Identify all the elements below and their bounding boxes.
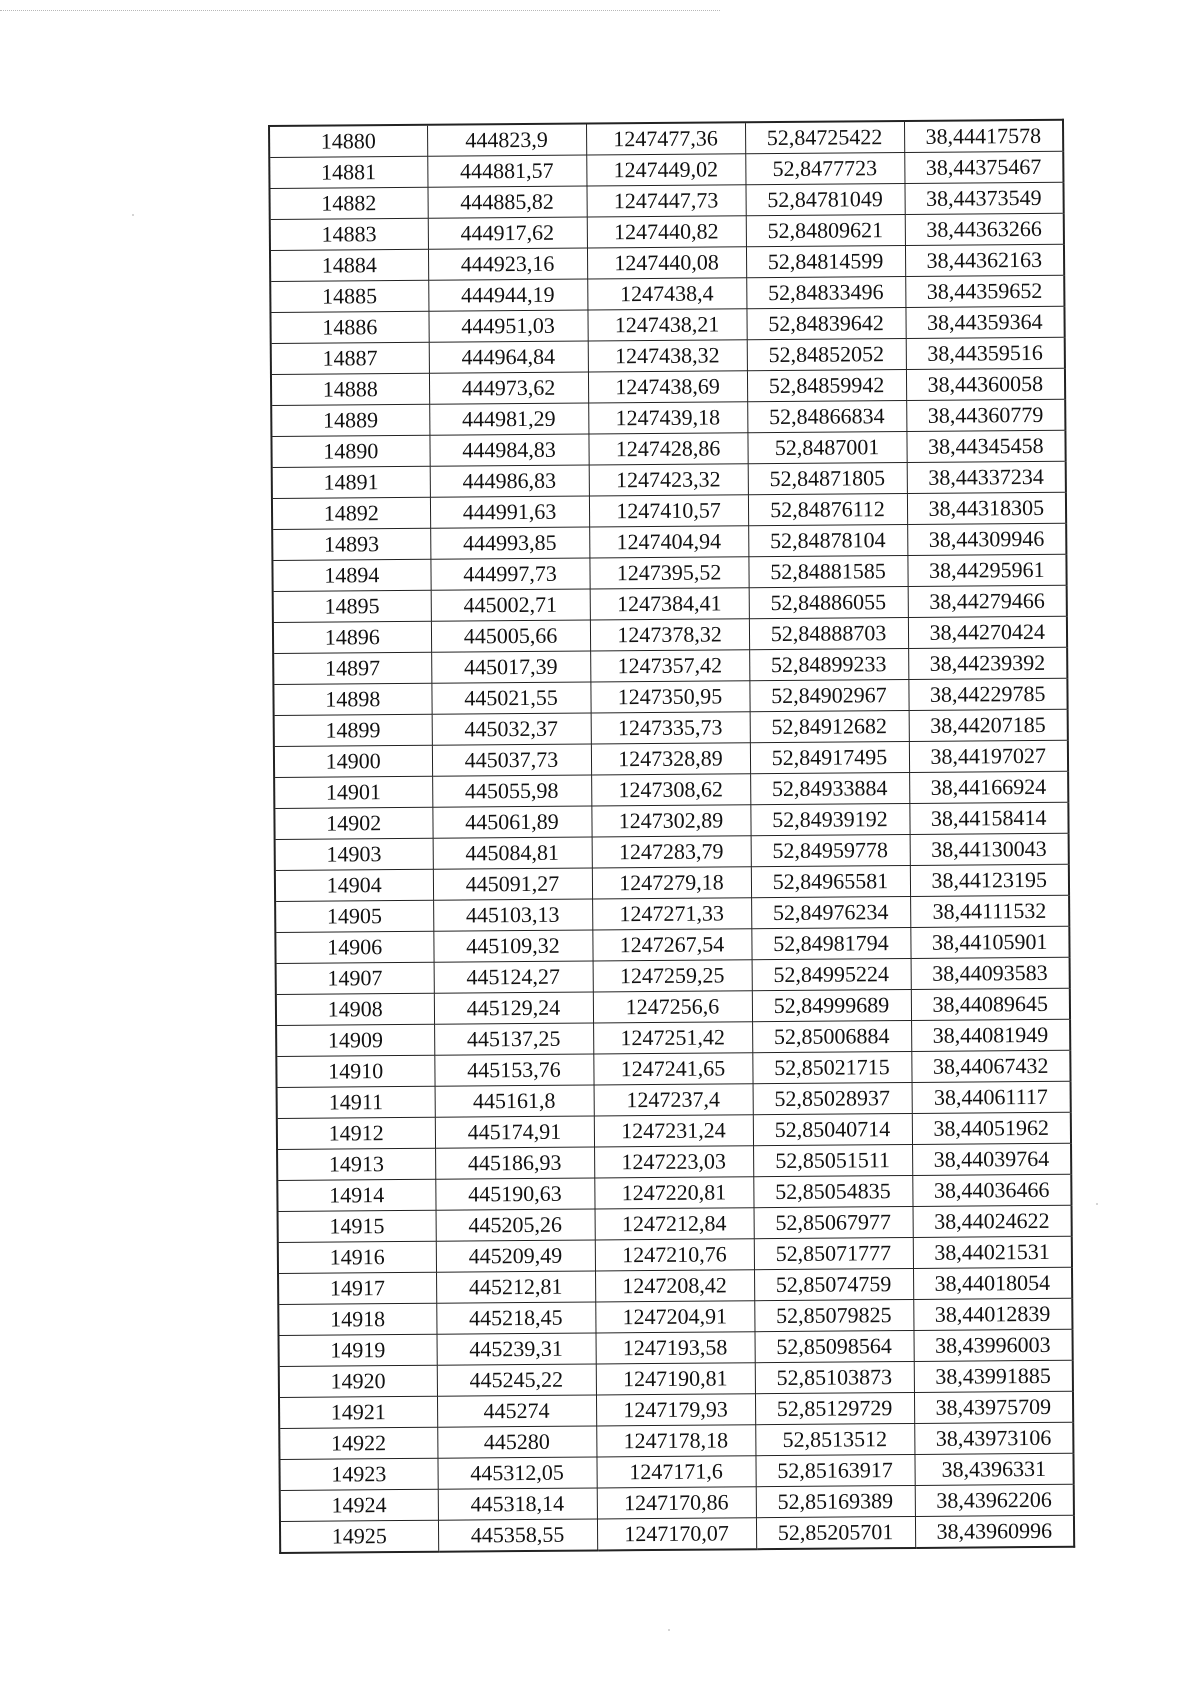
y-coordinate-cell: 1247241,65	[593, 1053, 752, 1085]
longitude-cell: 38,44295961	[907, 554, 1066, 586]
y-coordinate-cell: 1247447,73	[586, 185, 745, 217]
latitude-cell: 52,84866834	[747, 400, 906, 432]
y-coordinate-cell: 1247440,08	[587, 247, 746, 279]
x-coordinate-cell: 445021,55	[431, 682, 590, 714]
point-number-cell: 14909	[276, 1024, 434, 1056]
point-number-cell: 14906	[275, 931, 433, 963]
x-coordinate-cell: 445037,73	[432, 744, 591, 776]
x-coordinate-cell: 444951,03	[428, 310, 587, 342]
point-number-cell: 14925	[280, 1520, 438, 1553]
x-coordinate-cell: 445137,25	[434, 1023, 593, 1055]
x-coordinate-cell: 444944,19	[428, 279, 587, 311]
x-coordinate-cell: 445218,45	[436, 1302, 595, 1334]
latitude-cell: 52,85129729	[755, 1392, 914, 1424]
y-coordinate-cell: 1247302,89	[591, 805, 750, 837]
longitude-cell: 38,44239392	[908, 647, 1067, 679]
point-number-cell: 14886	[270, 311, 428, 343]
point-number-cell: 14904	[275, 869, 433, 901]
latitude-cell: 52,84886055	[749, 586, 908, 618]
y-coordinate-cell: 1247170,07	[597, 1518, 756, 1551]
longitude-cell: 38,44318305	[907, 492, 1066, 524]
point-number-cell: 14881	[269, 156, 427, 188]
y-coordinate-cell: 1247357,42	[590, 650, 749, 682]
latitude-cell: 52,84833496	[746, 277, 905, 309]
latitude-cell: 52,84902967	[749, 679, 908, 711]
point-number-cell: 14897	[273, 652, 431, 684]
point-number-cell: 14898	[273, 683, 431, 715]
x-coordinate-cell: 444881,57	[427, 155, 586, 187]
point-number-cell: 14905	[275, 900, 433, 932]
point-number-cell: 14899	[274, 714, 432, 746]
longitude-cell: 38,44360058	[906, 368, 1065, 400]
longitude-cell: 38,44158414	[909, 802, 1068, 834]
y-coordinate-cell: 1247438,32	[588, 340, 747, 372]
latitude-cell: 52,85074759	[754, 1268, 913, 1300]
longitude-cell: 38,44309946	[907, 523, 1066, 555]
x-coordinate-cell: 445005,66	[431, 620, 590, 652]
point-number-cell: 14901	[274, 776, 432, 808]
latitude-cell: 52,8487001	[747, 431, 906, 463]
x-coordinate-cell: 444981,29	[429, 403, 588, 435]
y-coordinate-cell: 1247223,03	[594, 1146, 753, 1178]
x-coordinate-cell: 444973,62	[429, 372, 588, 404]
latitude-cell: 52,84814599	[746, 246, 905, 278]
longitude-cell: 38,44279466	[908, 585, 1067, 617]
longitude-cell: 38,43960996	[915, 1515, 1074, 1548]
y-coordinate-cell: 1247178,18	[596, 1425, 755, 1457]
latitude-cell: 52,84965581	[751, 865, 910, 897]
latitude-cell: 52,84881585	[748, 555, 907, 587]
point-number-cell: 14916	[278, 1241, 436, 1273]
y-coordinate-cell: 1247438,69	[588, 371, 747, 403]
y-coordinate-cell: 1247335,73	[591, 712, 750, 744]
longitude-cell: 38,44360779	[906, 399, 1065, 431]
latitude-cell: 52,85098564	[754, 1330, 913, 1362]
x-coordinate-cell: 444986,83	[430, 465, 589, 497]
y-coordinate-cell: 1247384,41	[590, 588, 749, 620]
point-number-cell: 14894	[272, 559, 430, 591]
latitude-cell: 52,84839642	[746, 307, 905, 339]
y-coordinate-cell: 1247410,57	[589, 495, 748, 527]
point-number-cell: 14920	[279, 1365, 437, 1397]
y-coordinate-cell: 1247210,76	[595, 1239, 754, 1271]
longitude-cell: 38,44021531	[913, 1236, 1072, 1268]
longitude-cell: 38,44024622	[913, 1205, 1072, 1237]
point-number-cell: 14896	[273, 621, 431, 653]
longitude-cell: 38,44130043	[910, 833, 1069, 865]
latitude-cell: 52,84888703	[749, 617, 908, 649]
latitude-cell: 52,84933884	[750, 772, 909, 804]
latitude-cell: 52,84809621	[746, 215, 905, 247]
point-number-cell: 14908	[276, 993, 434, 1025]
latitude-cell: 52,85040714	[753, 1113, 912, 1145]
y-coordinate-cell: 1247328,89	[591, 743, 750, 775]
x-coordinate-cell: 444923,16	[428, 248, 587, 280]
latitude-cell: 52,84995224	[752, 958, 911, 990]
y-coordinate-cell: 1247171,6	[596, 1456, 755, 1488]
point-number-cell: 14887	[271, 342, 429, 374]
x-coordinate-cell: 445205,26	[436, 1209, 595, 1241]
longitude-cell: 38,44359364	[905, 306, 1064, 338]
point-number-cell: 14910	[276, 1055, 434, 1087]
point-number-cell: 14917	[278, 1272, 436, 1304]
longitude-cell: 38,44111532	[910, 895, 1069, 927]
x-coordinate-cell: 445153,76	[434, 1054, 593, 1086]
point-number-cell: 14893	[272, 528, 430, 560]
longitude-cell: 38,43996003	[913, 1329, 1072, 1361]
point-number-cell: 14913	[277, 1148, 435, 1180]
y-coordinate-cell: 1247438,21	[587, 309, 746, 341]
longitude-cell: 38,44093583	[911, 957, 1070, 989]
latitude-cell: 52,85006884	[752, 1020, 911, 1052]
y-coordinate-cell: 1247220,81	[594, 1177, 753, 1209]
point-number-cell: 14889	[271, 404, 429, 436]
x-coordinate-cell: 445055,98	[432, 775, 591, 807]
y-coordinate-cell: 1247204,91	[595, 1301, 754, 1333]
x-coordinate-cell: 445002,71	[431, 589, 590, 621]
point-number-cell: 14902	[274, 807, 432, 839]
longitude-cell: 38,4396331	[914, 1453, 1073, 1485]
latitude-cell: 52,85071777	[754, 1237, 913, 1269]
x-coordinate-cell: 445091,27	[433, 868, 592, 900]
x-coordinate-cell: 444993,85	[430, 527, 589, 559]
y-coordinate-cell: 1247395,52	[589, 557, 748, 589]
x-coordinate-cell: 445274	[437, 1395, 596, 1427]
x-coordinate-cell: 444997,73	[430, 558, 589, 590]
point-number-cell: 14880	[269, 125, 427, 158]
x-coordinate-cell: 445318,14	[438, 1488, 597, 1520]
y-coordinate-cell: 1247378,32	[590, 619, 749, 651]
latitude-cell: 52,84899233	[749, 648, 908, 680]
longitude-cell: 38,44207185	[909, 709, 1068, 741]
scan-speck	[1096, 1203, 1098, 1205]
longitude-cell: 38,44105901	[910, 926, 1069, 958]
point-number-cell: 14915	[278, 1210, 436, 1242]
longitude-cell: 38,43975709	[914, 1391, 1073, 1423]
latitude-cell: 52,85021715	[752, 1051, 911, 1083]
longitude-cell: 38,44012839	[913, 1298, 1072, 1330]
latitude-cell: 52,85169389	[756, 1485, 915, 1517]
latitude-cell: 52,84939192	[750, 803, 909, 835]
y-coordinate-cell: 1247193,58	[595, 1332, 754, 1364]
latitude-cell: 52,85079825	[754, 1299, 913, 1331]
x-coordinate-cell: 445280	[437, 1426, 596, 1458]
x-coordinate-cell: 445129,24	[434, 992, 593, 1024]
longitude-cell: 38,44417578	[904, 120, 1063, 153]
y-coordinate-cell: 1247350,95	[590, 681, 749, 713]
longitude-cell: 38,44123195	[910, 864, 1069, 896]
point-number-cell: 14895	[273, 590, 431, 622]
point-number-cell: 14921	[279, 1396, 437, 1428]
y-coordinate-cell: 1247283,79	[592, 836, 751, 868]
point-number-cell: 14907	[276, 962, 434, 994]
latitude-cell: 52,84725422	[745, 121, 904, 154]
y-coordinate-cell: 1247477,36	[586, 122, 745, 155]
point-number-cell: 14911	[277, 1086, 435, 1118]
point-number-cell: 14888	[271, 373, 429, 405]
point-number-cell: 14900	[274, 745, 432, 777]
latitude-cell: 52,85163917	[755, 1454, 914, 1486]
latitude-cell: 52,84871805	[748, 462, 907, 494]
longitude-cell: 38,44081949	[911, 1019, 1070, 1051]
latitude-cell: 52,84878104	[748, 524, 907, 556]
latitude-cell: 52,85054835	[753, 1175, 912, 1207]
x-coordinate-cell: 444984,83	[429, 434, 588, 466]
longitude-cell: 38,44036466	[912, 1174, 1071, 1206]
longitude-cell: 38,44345458	[906, 430, 1065, 462]
y-coordinate-cell: 1247208,42	[595, 1270, 754, 1302]
longitude-cell: 38,44363266	[905, 213, 1064, 245]
table-row	[280, 1515, 1074, 1553]
x-coordinate-cell: 445032,37	[432, 713, 591, 745]
x-coordinate-cell: 445358,55	[438, 1519, 597, 1552]
x-coordinate-cell: 445161,8	[435, 1085, 594, 1117]
y-coordinate-cell: 1247423,32	[589, 464, 748, 496]
x-coordinate-cell: 445209,49	[436, 1240, 595, 1272]
x-coordinate-cell: 445312,05	[437, 1457, 596, 1489]
x-coordinate-cell: 445103,13	[433, 899, 592, 931]
latitude-cell: 52,85205701	[756, 1516, 915, 1549]
longitude-cell: 38,44061117	[912, 1081, 1071, 1113]
latitude-cell: 52,84781049	[745, 184, 904, 216]
point-number-cell: 14883	[270, 218, 428, 250]
longitude-cell: 38,44067432	[911, 1050, 1070, 1082]
x-coordinate-cell: 445109,32	[433, 930, 592, 962]
y-coordinate-cell: 1247170,86	[597, 1487, 756, 1519]
point-number-cell: 14884	[270, 249, 428, 281]
y-coordinate-cell: 1247438,4	[587, 278, 746, 310]
y-coordinate-cell: 1247308,62	[591, 774, 750, 806]
y-coordinate-cell: 1247212,84	[595, 1208, 754, 1240]
coordinates-table	[268, 119, 1075, 1554]
latitude-cell: 52,85067977	[754, 1206, 913, 1238]
y-coordinate-cell: 1247449,02	[586, 154, 745, 186]
longitude-cell: 38,43962206	[915, 1484, 1074, 1516]
latitude-cell: 52,8477723	[745, 153, 904, 185]
latitude-cell: 52,84999689	[752, 989, 911, 1021]
point-number-cell: 14890	[271, 435, 429, 467]
point-number-cell: 14885	[270, 280, 428, 312]
point-number-cell: 14922	[279, 1427, 437, 1459]
x-coordinate-cell: 445186,93	[435, 1147, 594, 1179]
point-number-cell: 14882	[269, 187, 427, 219]
scan-edge-line	[0, 10, 720, 11]
x-coordinate-cell: 444823,9	[427, 124, 586, 157]
longitude-cell: 38,44197027	[909, 740, 1068, 772]
latitude-cell: 52,85028937	[753, 1082, 912, 1114]
x-coordinate-cell: 444991,63	[430, 496, 589, 528]
latitude-cell: 52,84917495	[750, 741, 909, 773]
longitude-cell: 38,43973106	[914, 1422, 1073, 1454]
longitude-cell: 38,44229785	[908, 678, 1067, 710]
longitude-cell: 38,44373549	[904, 182, 1063, 214]
latitude-cell: 52,8513512	[755, 1423, 914, 1455]
y-coordinate-cell: 1247251,42	[593, 1022, 752, 1054]
latitude-cell: 52,84976234	[751, 896, 910, 928]
y-coordinate-cell: 1247267,54	[592, 929, 751, 961]
x-coordinate-cell: 445174,91	[435, 1116, 594, 1148]
scan-speck	[668, 1629, 670, 1631]
y-coordinate-cell: 1247439,18	[588, 402, 747, 434]
x-coordinate-cell: 445190,63	[435, 1178, 594, 1210]
x-coordinate-cell: 445212,81	[436, 1271, 595, 1303]
coordinates-table-body	[269, 120, 1074, 1553]
latitude-cell: 52,85051511	[753, 1144, 912, 1176]
point-number-cell: 14918	[278, 1303, 436, 1335]
longitude-cell: 38,44166924	[909, 771, 1068, 803]
longitude-cell: 38,44375467	[904, 151, 1063, 183]
point-number-cell: 14891	[272, 466, 430, 498]
x-coordinate-cell: 445061,89	[432, 806, 591, 838]
y-coordinate-cell: 1247256,6	[593, 991, 752, 1023]
x-coordinate-cell: 445124,27	[434, 961, 593, 993]
latitude-cell: 52,84959778	[751, 834, 910, 866]
longitude-cell: 38,44089645	[911, 988, 1070, 1020]
y-coordinate-cell: 1247279,18	[592, 867, 751, 899]
latitude-cell: 52,84912682	[750, 710, 909, 742]
x-coordinate-cell: 444917,62	[428, 217, 587, 249]
x-coordinate-cell: 444964,84	[429, 341, 588, 373]
latitude-cell: 52,85103873	[755, 1361, 914, 1393]
y-coordinate-cell: 1247190,81	[596, 1363, 755, 1395]
point-number-cell: 14923	[279, 1458, 437, 1490]
longitude-cell: 38,44359516	[906, 337, 1065, 369]
longitude-cell: 38,44039764	[912, 1143, 1071, 1175]
point-number-cell: 14903	[275, 838, 433, 870]
y-coordinate-cell: 1247237,4	[594, 1084, 753, 1116]
longitude-cell: 38,44362163	[905, 244, 1064, 276]
x-coordinate-cell: 445245,22	[437, 1364, 596, 1396]
y-coordinate-cell: 1247231,24	[594, 1115, 753, 1147]
point-number-cell: 14892	[272, 497, 430, 529]
longitude-cell: 38,44359652	[905, 275, 1064, 307]
longitude-cell: 38,44337234	[907, 461, 1066, 493]
x-coordinate-cell: 445239,31	[437, 1333, 596, 1365]
point-number-cell: 14914	[277, 1179, 435, 1211]
latitude-cell: 52,84981794	[751, 927, 910, 959]
y-coordinate-cell: 1247440,82	[587, 216, 746, 248]
y-coordinate-cell: 1247259,25	[593, 960, 752, 992]
point-number-cell: 14912	[277, 1117, 435, 1149]
latitude-cell: 52,84859942	[747, 369, 906, 401]
y-coordinate-cell: 1247271,33	[592, 898, 751, 930]
y-coordinate-cell: 1247428,86	[588, 433, 747, 465]
longitude-cell: 38,43991885	[914, 1360, 1073, 1392]
point-number-cell: 14924	[280, 1489, 438, 1521]
x-coordinate-cell: 445084,81	[433, 837, 592, 869]
longitude-cell: 38,44051962	[912, 1112, 1071, 1144]
y-coordinate-cell: 1247404,94	[589, 526, 748, 558]
longitude-cell: 38,44270424	[908, 616, 1067, 648]
y-coordinate-cell: 1247179,93	[596, 1394, 755, 1426]
latitude-cell: 52,84852052	[747, 338, 906, 370]
scan-speck	[132, 214, 134, 216]
latitude-cell: 52,84876112	[748, 493, 907, 525]
point-number-cell: 14919	[279, 1334, 437, 1366]
x-coordinate-cell: 445017,39	[431, 651, 590, 683]
longitude-cell: 38,44018054	[913, 1267, 1072, 1299]
x-coordinate-cell: 444885,82	[427, 186, 586, 218]
